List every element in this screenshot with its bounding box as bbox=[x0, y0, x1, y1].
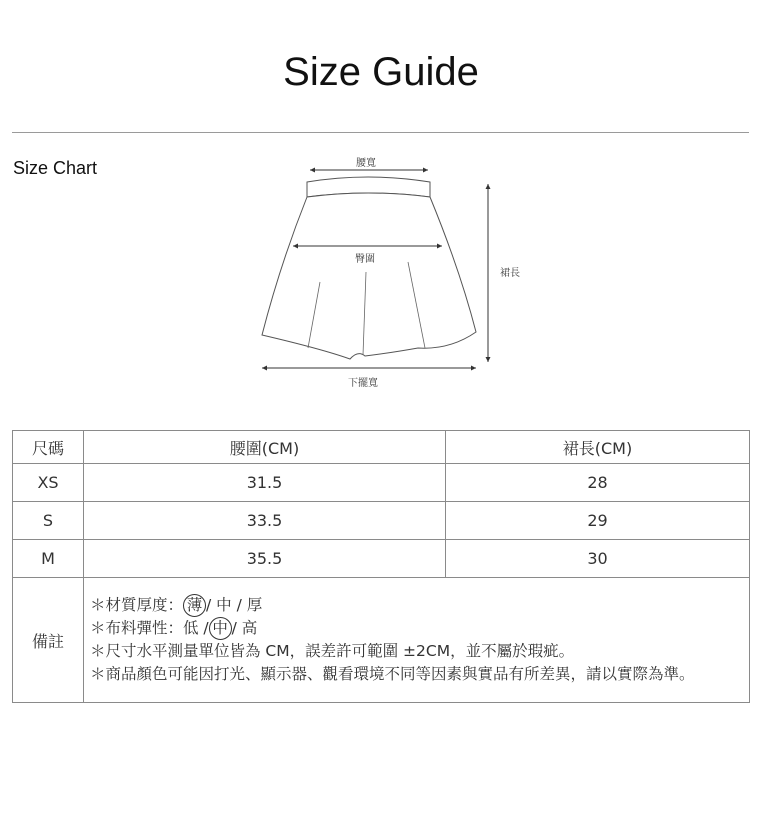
table-row bbox=[13, 540, 750, 578]
table-row bbox=[13, 464, 750, 502]
selected-thickness: 薄 bbox=[183, 594, 206, 617]
page-title: Size Guide bbox=[283, 50, 479, 94]
selected-elasticity: 中 bbox=[209, 617, 232, 640]
notes-cell bbox=[84, 578, 750, 703]
waist-cell: 35.5 bbox=[84, 540, 446, 578]
waist-arrow-head-right bbox=[423, 168, 428, 173]
length-arrow-head-top bbox=[486, 184, 491, 189]
notes-row bbox=[13, 578, 750, 703]
waist-label: 腰寬 bbox=[356, 158, 376, 169]
hip-label: 臀圍 bbox=[355, 254, 375, 265]
length-arrow-head-bottom bbox=[486, 357, 491, 362]
header-size: 尺碼 bbox=[13, 431, 84, 464]
length-cell: 28 bbox=[446, 464, 750, 502]
hem-arrow-head-left bbox=[262, 366, 267, 371]
divider bbox=[12, 132, 749, 133]
size-cell: XS bbox=[13, 464, 84, 502]
size-cell: S bbox=[13, 502, 84, 540]
waist-cell: 33.5 bbox=[84, 502, 446, 540]
waist-arrow-head-left bbox=[310, 168, 315, 173]
skirt-body bbox=[262, 193, 476, 359]
notes-label: 備註 bbox=[13, 578, 84, 703]
note-color: ＊商品顏色可能因打光、顯示器、觀看環境不同等因素與實品有所差異，請以實際為準。 bbox=[90, 665, 695, 683]
header-length: 裙長(CM) bbox=[446, 431, 750, 464]
waist-cell: 31.5 bbox=[84, 464, 446, 502]
size-table bbox=[12, 430, 750, 703]
note-measurement: ＊尺寸水平測量單位皆為 CM，誤差許可範圍 ±2CM，並不屬於瑕疵。 bbox=[90, 642, 575, 660]
header-waist: 腰圍(CM) bbox=[84, 431, 446, 464]
section-label: Size Chart bbox=[13, 158, 98, 178]
hem-label: 下擺寬 bbox=[348, 378, 378, 389]
note-elasticity: ＊布料彈性：低 / 中 / 高 bbox=[90, 617, 743, 640]
table-header-row bbox=[13, 431, 750, 464]
length-label: 裙長 bbox=[500, 268, 520, 279]
hem-arrow-head-right bbox=[471, 366, 476, 371]
table-row bbox=[13, 502, 750, 540]
note-thickness: ＊材質厚度： 薄 / 中 / 厚 bbox=[90, 594, 743, 617]
skirt-diagram bbox=[250, 150, 520, 395]
length-cell: 30 bbox=[446, 540, 750, 578]
length-cell: 29 bbox=[446, 502, 750, 540]
size-cell: M bbox=[13, 540, 84, 578]
